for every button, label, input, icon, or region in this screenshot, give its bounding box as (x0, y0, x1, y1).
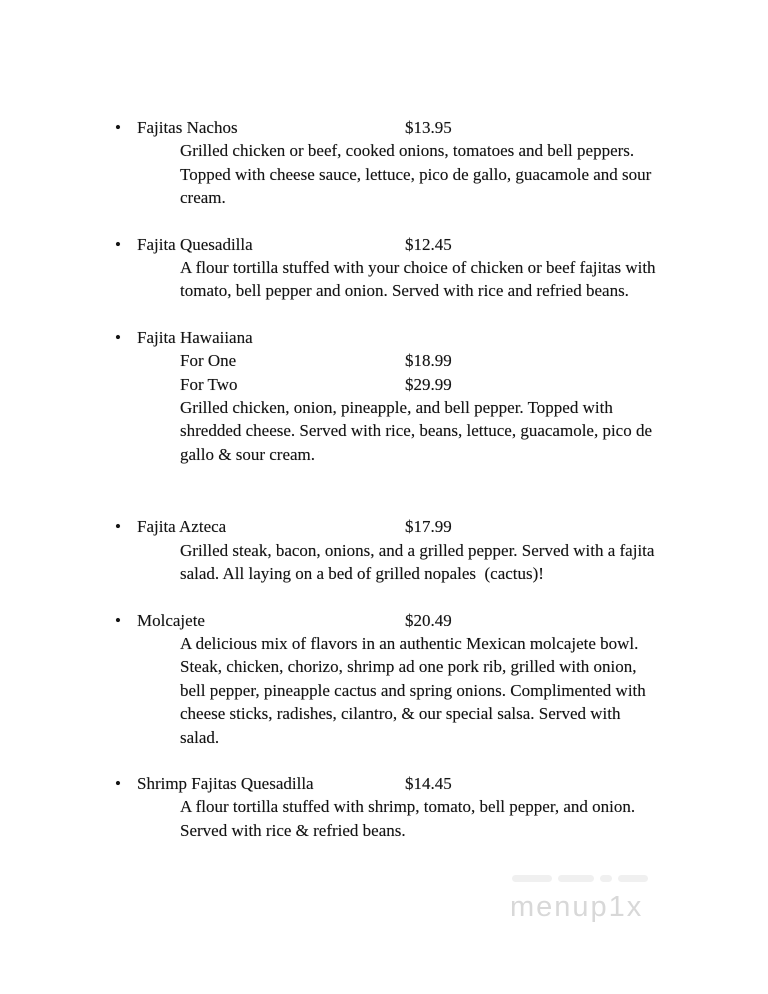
bullet-icon: • (115, 517, 121, 537)
desc-line: A flour tortilla stuffed with your choice of chicken or beef fajitas with (180, 258, 656, 278)
item-price: $20.49 (405, 610, 452, 630)
desc-line: Served with rice & refried beans. (180, 820, 406, 840)
item-header (0, 609, 768, 632)
watermark (510, 874, 660, 921)
desc-line: bell pepper, pineapple cactus and spring onions. Complimented with (180, 680, 646, 700)
item-price: $17.99 (405, 517, 452, 537)
desc-line: cheese sticks, radishes, cilantro, & our special salsa. Served with (180, 704, 621, 724)
tagline-blob (600, 875, 612, 882)
desc-line: Grilled steak, bacon, onions, and a grilled pepper. Served with a fajita (180, 540, 655, 560)
item-description (0, 256, 768, 303)
menupix-watermark-text: menup1x (510, 891, 644, 923)
tagline-blob (618, 875, 648, 882)
item-price: $14.45 (405, 773, 452, 793)
desc-line: Topped with cheese sauce, lettuce, pico de gallo, guacamole and sour (180, 164, 652, 184)
item-header (0, 772, 768, 795)
bullet-icon: • (115, 118, 121, 137)
item-header (0, 116, 768, 139)
menu-item (0, 609, 768, 749)
desc-line: salad. All laying on a bed of grilled nopales (cactus)! (180, 564, 544, 584)
desc-line: A delicious mix of flavors in an authentic Mexican molcajete bowl. (180, 633, 639, 653)
desc-line: cream. (180, 188, 226, 208)
variant-label: For One (180, 351, 237, 371)
variant-label: For Two (180, 374, 238, 394)
menu-list (0, 116, 768, 865)
item-name: Molcajete (137, 610, 205, 630)
bullet-icon: • (115, 234, 121, 254)
menu-item (0, 116, 768, 210)
watermark-tagline-illegible (512, 874, 660, 883)
item-description (0, 396, 768, 466)
desc-line: shredded cheese. Served with rice, beans, lettuce, guacamole, pico de (180, 421, 653, 441)
bullet-icon: • (115, 327, 121, 347)
item-name: Fajitas Nachos (137, 118, 238, 137)
desc-line: tomato, bell pepper and onion. Served with rice and refried beans. (180, 281, 629, 301)
desc-line: salad. (180, 727, 220, 747)
tagline-blob (558, 875, 594, 882)
variant-row (0, 349, 768, 372)
menu-item (0, 772, 768, 842)
item-header (0, 233, 768, 256)
item-name: Shrimp Fajitas Quesadilla (137, 773, 314, 793)
bullet-icon: • (115, 610, 121, 630)
item-description (0, 139, 768, 209)
menu-item (0, 326, 768, 466)
desc-line: Grilled chicken or beef, cooked onions, tomatoes and bell peppers. (180, 141, 635, 161)
item-price: $13.95 (405, 118, 452, 137)
variant-price: $18.99 (405, 351, 452, 371)
bullet-icon: • (115, 773, 121, 793)
item-description (0, 795, 768, 842)
variant-row (0, 373, 768, 396)
item-price: $12.45 (405, 234, 452, 254)
desc-line: A flour tortilla stuffed with shrimp, tomato, bell pepper, and onion. (180, 797, 636, 817)
item-description (0, 539, 768, 586)
menu-item (0, 233, 768, 303)
desc-line: Grilled chicken, onion, pineapple, and bell pepper. Topped with (180, 398, 613, 418)
desc-line: gallo & sour cream. (180, 444, 316, 464)
tagline-blob (512, 875, 552, 882)
item-header (0, 326, 768, 349)
item-header (0, 515, 768, 538)
item-name: Fajita Quesadilla (137, 234, 253, 254)
item-name: Fajita Hawaiiana (137, 327, 253, 347)
item-description (0, 632, 768, 749)
item-name: Fajita Azteca (137, 517, 227, 537)
menu-item (0, 515, 768, 585)
desc-line: Steak, chicken, chorizo, shrimp ad one pork rib, grilled with onion, (180, 657, 637, 677)
variant-price: $29.99 (405, 374, 452, 394)
